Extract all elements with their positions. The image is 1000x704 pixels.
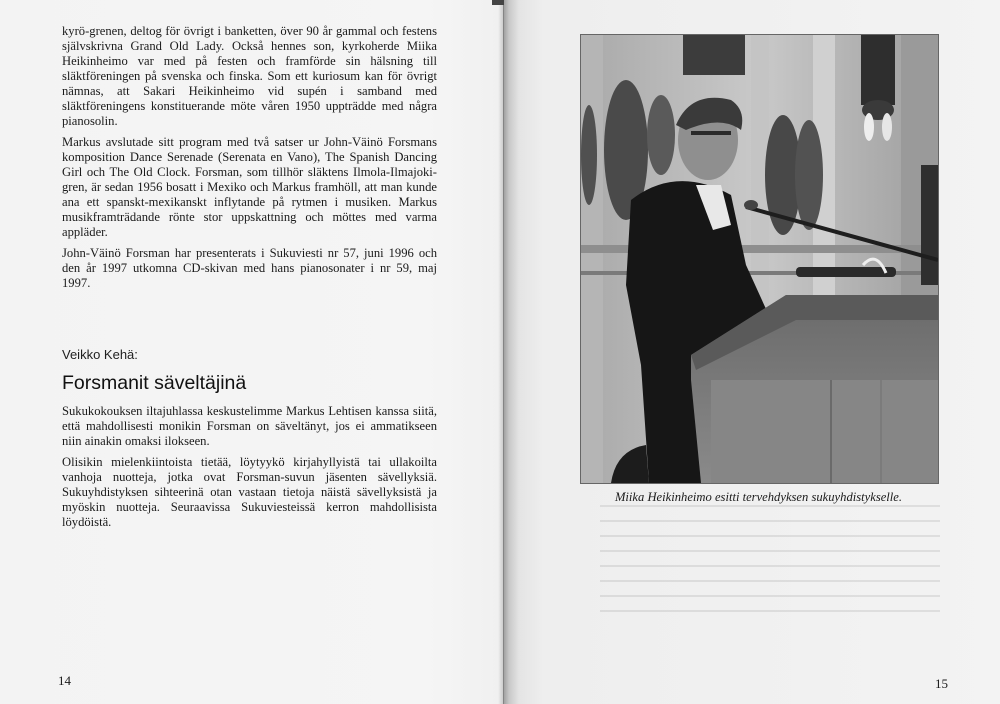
article-body bbox=[62, 404, 437, 536]
paragraph: John-Väinö Forsman har presenterats i Sukuviesti nr 57, juni 1996 och den år 1997 utkomna CD-skivan med hans pianosonater i nr 59, maj 1997. bbox=[62, 246, 437, 290]
bleed-through-texture bbox=[600, 505, 940, 615]
page-number-left: 14 bbox=[58, 673, 71, 688]
photo-caption: Miika Heikinheimo esitti tervehdyksen sukuyhdistykselle. bbox=[614, 490, 903, 504]
paragraph: Sukukokouksen iltajuhlassa keskustelimme Markus Lehtisen kanssa siitä, että mahdollisesti monikin Forsman on säveltänyt, jos ei ammatikseen niin ainakin omaksi ilokseen. bbox=[62, 404, 437, 448]
paragraph: kyrö-grenen, deltog för övrigt i banketten, över 90 år gammal och festens självskrivna Grand Old Lady. Också hennes son, kyrkoherde Miika Heikinheimo var med på festen och framförde sin hälsning till släktföreningen på svenska och finska. Som ett kuriosum kan för övrigt nämnas, att Sakari Heikinheimo vid supén i samband med släktföreningens konstituerande möte våren 1950 uppträdde med några pianosolin. bbox=[62, 24, 437, 128]
left-page-body bbox=[62, 24, 437, 297]
page-number-right: 15 bbox=[935, 676, 948, 691]
spine-edge bbox=[492, 0, 504, 5]
article-byline: Veikko Kehä: bbox=[62, 347, 138, 362]
paragraph: Olisikin mielenkiintoista tietää, löytyykö kirjahyllyistä tai ullakoilta vanhoja nuotteja, jotka ovat Forsman-suvun jäsenten sävellyksiä. Sukuyhdistyksen sihteerinä otan vastaan tietoja näistä sävellyksistä ja myöskin nuotteja. Seuraavissa Sukuviesteissä kerron mahdollisista löydöistä. bbox=[62, 455, 437, 529]
book-spine bbox=[498, 0, 504, 704]
photo-image bbox=[581, 35, 938, 483]
photo-speaker-at-lectern bbox=[580, 34, 939, 484]
article-heading: Forsmanit säveltäjinä bbox=[62, 372, 247, 394]
paragraph: Markus avslutade sitt program med två satser ur John-Väinö Forsmans komposition Dance Serenade (Serenata en Vano), The Spanish Dancing Girl och The Old Clock. Forsman, som tillhör släktens Ilmola-Ilmajoki-gren, är sedan 1956 bosatt i Mexiko och Markus framhöll, att man kunde ana ett spanskt-mexikanskt inflytande på rytmen i musiken. Markus musikframträdande rönte stor uppskattning och möttes med varma appläder. bbox=[62, 135, 437, 239]
